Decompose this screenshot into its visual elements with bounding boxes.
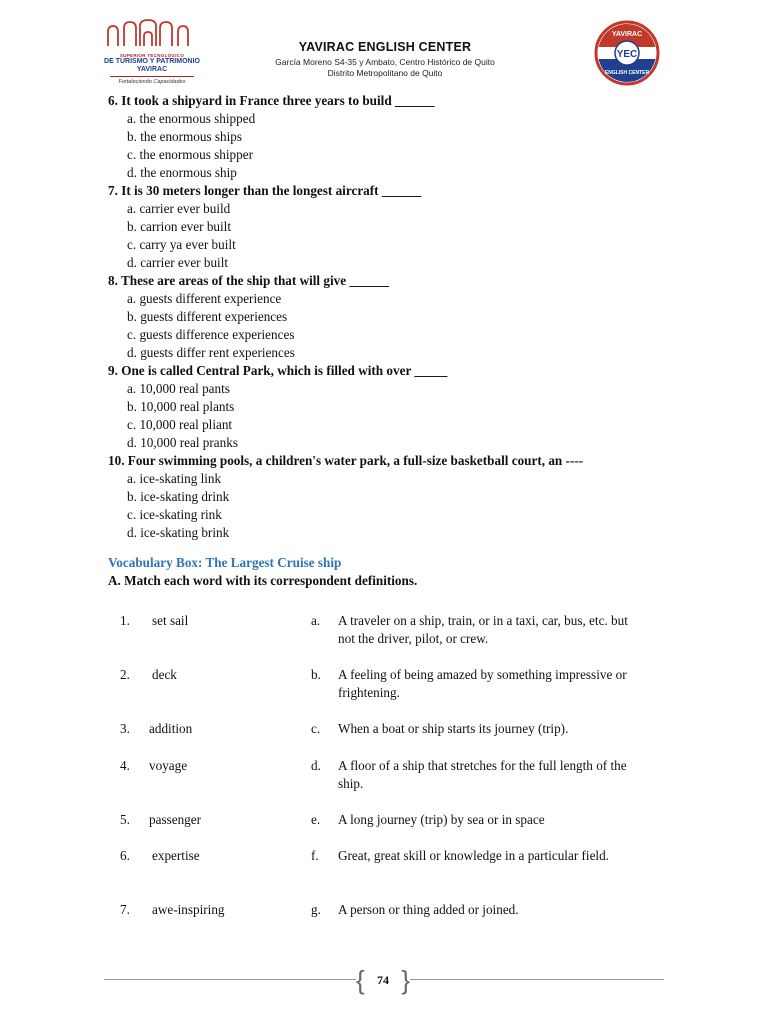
matching-row — [108, 666, 668, 702]
question-stem: 7. It is 30 meters longer than the longest aircraft ______ — [108, 183, 422, 198]
vocab-word: set sail — [152, 613, 189, 628]
definition-letter: a. — [311, 613, 321, 628]
question-option: b. guests different experiences — [127, 309, 288, 324]
definition-letter: f. — [311, 848, 319, 863]
matching-row — [108, 720, 668, 738]
yec-badge-icon — [594, 20, 660, 86]
vocab-word: passenger — [149, 812, 201, 827]
right-brace-icon: } — [401, 965, 410, 995]
question-option: c. the enormous shipper — [127, 147, 253, 162]
question-option: c. carry ya ever built — [127, 237, 236, 252]
question-list — [108, 92, 668, 542]
vocabulary-instruction: A. Match each word with its correspondent definitions. — [108, 573, 418, 588]
header-district: Distrito Metropolitano de Quito — [327, 68, 443, 78]
question-option: d. ice-skating brink — [127, 525, 230, 540]
question-option: a. carrier ever build — [127, 201, 231, 216]
institute-logo — [104, 18, 200, 96]
vocab-word: deck — [152, 667, 177, 682]
page-number: 74 — [377, 973, 389, 987]
vocab-definition: A person or thing added or joined. — [338, 902, 519, 917]
question-option: d. carrier ever built — [127, 255, 229, 270]
row-number: 6. — [120, 848, 130, 863]
building-logo-icon — [104, 18, 192, 48]
left-brace-icon: { — [356, 965, 365, 995]
question-option: d. guests differ rent experiences — [127, 345, 295, 360]
question-stem: 8. These are areas of the ship that will give ______ — [108, 273, 389, 288]
logo-line-2: DE TURISMO Y PATRIMONIO — [104, 58, 200, 65]
page-number-box — [356, 966, 410, 994]
question-option: c. ice-skating rink — [127, 507, 222, 522]
badge-center-text: YEC — [616, 49, 638, 60]
page-title: YAVIRAC ENGLISH CENTER — [298, 40, 472, 54]
vocab-word: voyage — [149, 758, 188, 773]
row-number: 7. — [120, 902, 130, 917]
row-number: 1. — [120, 613, 130, 628]
vocabulary-title: Vocabulary Box: The Largest Cruise ship — [108, 555, 342, 570]
question-option: b. carrion ever built — [127, 219, 231, 234]
matching-row — [108, 901, 668, 919]
vocab-word: awe-inspiring — [152, 902, 225, 917]
question-option: b. 10,000 real plants — [127, 399, 235, 414]
vocab-definition: Great, great skill or knowledge in a particular field. — [338, 848, 609, 863]
question-option: a. 10,000 real pants — [127, 381, 230, 396]
vocab-definition: A long journey (trip) by sea or in space — [338, 812, 545, 827]
question-6 — [108, 92, 668, 182]
header-text — [240, 40, 530, 78]
question-8 — [108, 272, 668, 362]
question-option: c. 10,000 real pliant — [127, 417, 233, 432]
question-option: a. the enormous shipped — [127, 111, 256, 126]
question-10 — [108, 452, 668, 542]
row-number: 4. — [120, 758, 130, 773]
vocab-definition: A traveler on a ship, train, or in a taxi, car, bus, etc. but not the driver, pilot, or crew. — [338, 613, 628, 646]
vocab-definition: When a boat or ship starts its journey (trip). — [338, 721, 569, 736]
logo-line-1: SUPERIOR TECNOLÓGICO — [119, 53, 185, 58]
vocab-definition: A feeling of being amazed by something impressive or frightening. — [338, 667, 627, 700]
header-address: García Moreno S4-35 y Ambato, Centro Histórico de Quito — [275, 57, 495, 67]
matching-row — [108, 612, 668, 648]
question-option: a. ice-skating link — [127, 471, 222, 486]
question-stem: 9. One is called Central Park, which is filled with over _____ — [108, 363, 448, 378]
vocab-definition: A floor of a ship that stretches for the full length of the ship. — [338, 758, 627, 791]
definition-letter: e. — [311, 812, 321, 827]
matching-row — [108, 757, 668, 793]
question-option: a. guests different experience — [127, 291, 282, 306]
matching-row — [108, 847, 668, 883]
question-option: d. 10,000 real pranks — [127, 435, 238, 450]
question-option: d. the enormous ship — [127, 165, 237, 180]
vocab-word: expertise — [152, 848, 200, 863]
question-stem: 6. It took a shipyard in France three years to build ______ — [108, 93, 435, 108]
logo-divider — [110, 76, 194, 77]
page-header — [0, 14, 768, 94]
question-option: b. the enormous ships — [127, 129, 243, 144]
row-number: 5. — [120, 812, 130, 827]
question-option: b. ice-skating drink — [127, 489, 230, 504]
definition-letter: c. — [311, 721, 321, 736]
vocab-word: addition — [149, 721, 193, 736]
row-number: 3. — [120, 721, 130, 736]
row-number: 2. — [120, 667, 130, 682]
definition-letter: d. — [311, 758, 321, 773]
question-7 — [108, 182, 668, 272]
logo-tagline: Fortaleciendo Capacidades — [118, 79, 186, 85]
definition-letter: b. — [311, 667, 321, 682]
question-9 — [108, 362, 668, 452]
question-stem: 10. Four swimming pools, a children's water park, a full-size basketball court, an ---- — [108, 453, 584, 468]
badge-top-text: YAVIRAC — [611, 31, 643, 38]
definition-letter: g. — [311, 902, 321, 917]
matching-row — [108, 811, 668, 829]
question-option: c. guests difference experiences — [127, 327, 295, 342]
badge-bottom-text: ENGLISH CENTER — [604, 70, 650, 76]
logo-line-3: YAVIRAC — [136, 66, 168, 73]
